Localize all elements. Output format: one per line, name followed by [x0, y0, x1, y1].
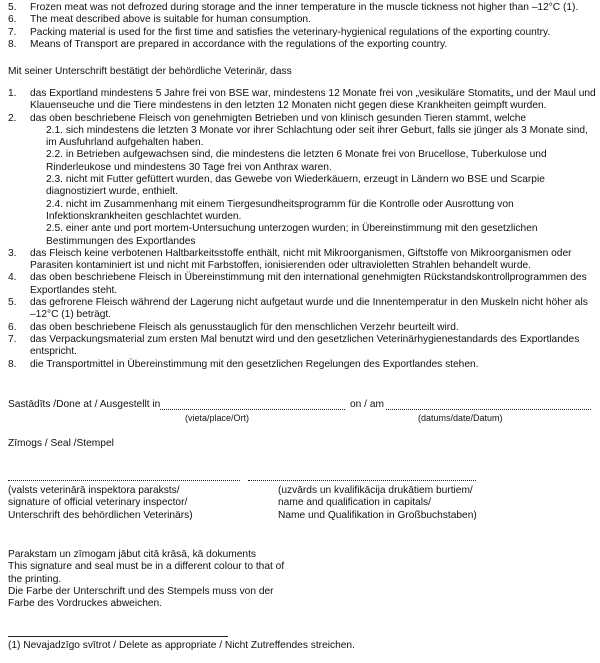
place-line[interactable]: [160, 399, 345, 410]
seal-label: Zīmogs / Seal /Stempel: [8, 438, 114, 449]
signature-line[interactable]: [8, 472, 240, 481]
german-sub-2-3: 2.3. nicht mit Futter gefüttert wurden, das Gewebe von Wiederkäuern, erzeugt in Ländern wo BSE und Scarpie diagnostiziert wurde, enthielt.: [46, 174, 545, 198]
german-item-6: 6. das oben beschriebene Fleisch als genusstauglich für den menschlichen Verzehr beurteilt wird.: [8, 321, 459, 333]
german-sub-2-1: 2.1. sich mindestens die letzten 3 Monate vor ihrer Schlachtung oder seit ihrer Geburt, falls sie jünger als 3 Monate sind, im Ausfuhrland aufgehalten haben.: [46, 124, 588, 149]
on-label: on / am: [350, 399, 384, 410]
german-intro: Mit seiner Unterschrift bestätigt der behördliche Veterinär, dass: [8, 66, 292, 77]
german-item-7: 7. das Verpackungsmaterial zum ersten Mal benutzt wird und den gesetzlichen Veterinärhygienestandards des Exportlandes entspricht.: [8, 333, 580, 358]
german-item-2: 2. das oben beschriebene Fleisch von genehmigten Betrieben und von klinisch gesunden Tieren stammt, welche: [8, 112, 527, 124]
date-line[interactable]: [386, 399, 591, 410]
german-sub-2-4: 2.4. nicht im Zusammenhang mit einem Tiergesundheitsprogramm für die Kontrolle oder Ausrottung von Infektionskrankheiten geschlachtet wurden.: [46, 198, 514, 222]
german-item-8: 8. die Transportmittel in Übereinstimmung mit den gesetzlichen Regelungen des Exportlandes stehen.: [8, 358, 479, 370]
german-item-1: 1. das Exportland mindestens 5 Jahre frei von BSE war, mindestens 12 Monate frei von „vesikuläre Stomatits„ und der Maul und Klauenseuche und die Tiere mindestens in den letzten 12 Monaten nicht gegen diese Krankheiten geimpft wurden.: [8, 88, 596, 112]
english-item-8: 8. Means of Transport are prepared in accordance with the regulations of the exporting country.: [8, 38, 448, 50]
done-at-label: Sastādīts /Done at / Ausgestellt in: [8, 399, 161, 410]
colour-note: Parakstam un zīmogam jābut citā krāsā, kā dokuments This signature and seal must be in a different colour to that of the printing. Die Farbe der Unterschrift und des Stempels muss von der Farbe des Vordruckes abweichen.: [8, 549, 285, 610]
footnote-divider: [8, 636, 228, 637]
german-items: [8, 88, 596, 371]
signature-caption: (valsts veterinārā inspektora paraksts/ signature of official veterinary inspector/ Unterschrift des behördlichen Veterinärs): [8, 485, 193, 521]
german-item-4: 4. das oben beschriebene Fleisch in Übereinstimmung mit den international genehmigten Rückstandskontrollprogrammen des Exportlandes steht.: [8, 272, 587, 296]
german-item-3: 3. das Fleisch keine verbotenen Haltbarkeitsstoffe enthält, nicht mit Mikroorganismen, Giftstoffe von Mikroorganismen oder Parasiten kontaminiert ist und nicht mit Farbstoffen, ionisierenden oder ultravioletten Strahlen behandelt wurde.: [8, 247, 572, 272]
english-item-7: 7. Packing material is used for the first time and satisfies the veterinary-hygienical regulations of the exporting country.: [8, 26, 551, 38]
german-sub-2-2: 2.2. in Betrieben aufgewachsen sind, die mindestens die letzten 6 Monate frei von Brucellose, Tuberkulose und Rinderleukose und mindestens 30 Tage frei von Anthrax waren.: [46, 149, 547, 173]
footnote: (1) Nevajadzīgo svītrot / Delete as appropriate / Nicht Zutreffendes streichen.: [8, 640, 355, 651]
name-caption: (uzvārds un kvalifikācija drukātiem burtiem/ name and qualification in capitals/ Name und Qualifikation in Großbuchstaben): [278, 485, 477, 521]
german-sub-2-5: 2.5. einer ante und port mortem-Untersuchung unterzogen wurden; in Übereinstimmung mit den gesetzlichen Bestimmungen des Exportlandes: [46, 223, 538, 247]
date-caption: (datums/date/Datum): [418, 413, 503, 423]
english-items: [8, 2, 596, 51]
name-line[interactable]: [248, 472, 476, 481]
english-item-5: 5. Frozen meat was not defrozed during storage and the inner temperature in the muscle tickness not higher than –12°C (1).: [8, 2, 579, 13]
german-item-5: 5. das gefrorene Fleisch während der Lagerung nicht aufgetaut wurde und die Innentemperatur in den Muskeln nicht höher als –12°C (1) beträgt.: [8, 297, 588, 321]
english-item-6: 6. The meat described above is suitable for human consumption.: [8, 14, 311, 26]
place-caption: (vieta/place/Ort): [185, 413, 250, 423]
